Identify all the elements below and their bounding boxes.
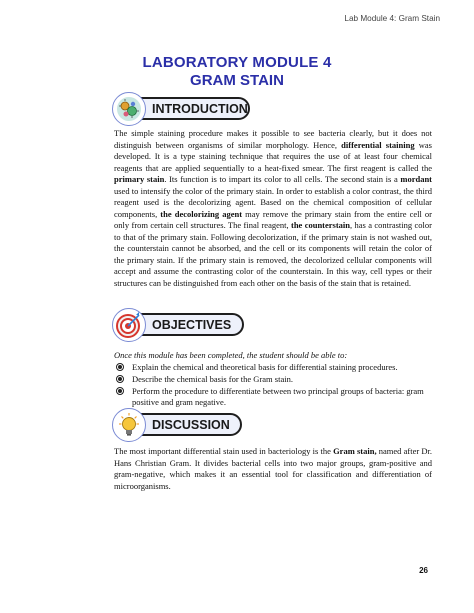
introduction-heading-label: INTRODUCTION (126, 97, 250, 120)
discussion-heading (112, 408, 242, 442)
text-run: used to intensify the color of the primary stain. In order to establish a color contrast, the third reagent used is the decolorizing agent. Based on the chemical composition of cellular components, (114, 185, 432, 219)
objectives-heading-label: OBJECTIVES (126, 313, 244, 336)
page-number: 26 (419, 566, 428, 575)
objectives-lead-in: Once this module has been completed, the student should be able to: (114, 350, 348, 360)
text-run: , has a contrasting color to that of the primary stain. Following decolorization, if the primary stain is not washed out, the counterstain cannot be absorbed, and the cell or its components will retain the color of the primary stain. If the primary stain is removed, the decolorized cellular components will accept and assume the contrasting color of the counterstain. In this way, cell types or their structures can be distinguished from each other on the basis of the stain that is retained. (114, 220, 432, 288)
module-title (0, 54, 474, 90)
text-run: The most important differential stain used in bacteriology is the (114, 446, 334, 456)
bold-term: mordant (400, 174, 432, 184)
objective-text: Perform the procedure to differentiate between two principal groups of bacteria: gram positive and gram negative. (132, 386, 424, 407)
running-header: Lab Module 4: Gram Stain (344, 14, 440, 23)
text-run: named after Dr. Hans Christian Gram. It divides bacterial cells into two major groups, gram-positive and gram-negative, which makes it an essential tool for classification and differentiation of microorganisms. (114, 446, 432, 491)
objective-item (114, 362, 432, 373)
bold-term: differential staining (341, 139, 415, 150)
bullet-icon (116, 387, 124, 395)
bullet-icon (116, 363, 124, 371)
module-title-line1: LABORATORY MODULE 4 (142, 54, 332, 71)
objective-item (114, 374, 432, 385)
text-run: The simple staining procedure makes it possible to see bacteria clearly, but it does not distinguish between organisms of similar morphology. Hence, (114, 128, 432, 150)
objectives-list (114, 362, 432, 409)
bold-term: primary stain (114, 174, 165, 184)
target-icon (112, 308, 146, 342)
discussion-heading-label: DISCUSSION (126, 413, 242, 436)
lightbulb-icon (112, 408, 146, 442)
bold-term: the counterstain (290, 220, 351, 230)
text-run: may remove the primary stain from the entire cell or only from certain cell structures. The final reagent, (114, 208, 433, 230)
objective-item (114, 386, 432, 408)
objectives-heading (112, 308, 242, 342)
bacteria-icon (112, 92, 146, 126)
module-title-line2: GRAM STAIN (190, 72, 284, 89)
objective-text: Describe the chemical basis for the Gram stain. (132, 374, 293, 384)
bold-term: the decolorizing agent (160, 208, 243, 219)
objective-text: Explain the chemical and theoretical basis for differential staining procedures. (132, 362, 398, 372)
text-run: was developed. It is a type staining technique that requires the use of at least four chemical reagents that are applied sequentially to a heat-fixed smear. The first reagent is called the (114, 139, 432, 173)
discussion-paragraph (114, 446, 432, 492)
bold-term: Gram stain, (333, 446, 377, 456)
text-run: . Its function is to impart its color to all cells. The second stain is a (164, 174, 401, 184)
introduction-heading (112, 92, 248, 126)
bullet-icon (116, 375, 124, 383)
introduction-paragraph (114, 128, 432, 289)
